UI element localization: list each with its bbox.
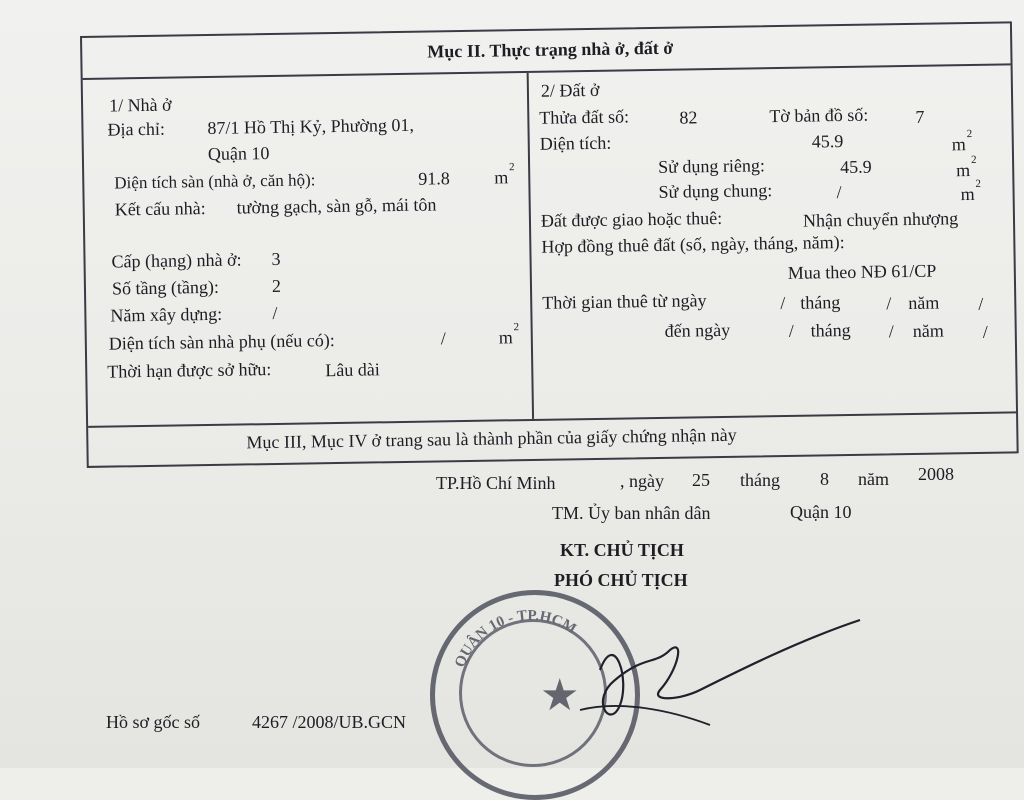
year-built-label: Năm xây dựng: [110,303,223,326]
signing-place: TP.Hồ Chí Minh [436,473,556,493]
lease-to-label: đến ngày [664,319,731,341]
address-line1: 87/1 Hồ Thị Kỷ, Phường 01, [207,114,415,139]
year-value: 2008 [918,464,954,484]
aux-area-value: / [440,328,446,349]
private-use-label: Sử dụng riêng: [657,155,766,177]
year-label: năm [912,320,944,341]
common-use-value: / [836,182,842,203]
common-use-label: Sử dụng chung: [658,180,773,202]
star-icon: ★ [540,671,580,720]
column-divider [527,73,534,419]
section-title: Mục II. Thực trạng nhà ở, đất ở [427,37,674,62]
role-line2: PHÓ CHỦ TỊCH [554,570,688,590]
private-use-value: 45.9 [839,156,872,178]
floor-area-label: Diện tích sàn (nhà ở, căn hộ): [114,170,316,193]
address-line2: Quận 10 [207,143,270,165]
land-heading: 2/ Đất ở [540,79,600,101]
unit-m: m [494,167,509,188]
grade-value: 3 [271,248,281,270]
ownership-term-label: Thời hạn được sở hữu: [107,359,272,382]
month-value: 8 [820,469,829,489]
ownership-term-value: Lâu dài [325,359,380,381]
grade-label: Cấp (hạng) nhà ở: [111,249,242,272]
unit-m: m [498,327,513,348]
svg-text:QUẬN 10 - TP.HCM: QUẬN 10 - TP.HCM [452,607,579,670]
record-value: 4267 /2008/UB.GCN [252,712,407,732]
floors-label: Số tầng (tầng): [111,276,220,299]
year-label: năm [858,469,889,489]
slash: / [886,293,892,314]
unit-exp: 2 [513,321,520,334]
year-built-value: / [272,302,278,324]
map-sheet-label: Tờ bản đồ số: [769,104,869,127]
slash: / [982,321,988,342]
role-line1: KT. CHỦ TỊCH [560,540,684,560]
unit-exp: 2 [509,161,515,174]
allocation-label: Đất được giao hoặc thuê: [540,207,723,231]
day-value: 25 [692,470,710,490]
house-heading: 1/ Nhà ở [108,94,172,116]
year-label: năm [908,292,940,314]
area-label: Diện tích: [539,132,612,154]
record-label: Hồ sơ gốc số [106,712,201,732]
month-label: tháng [810,319,851,341]
allocation-value: Nhận chuyển nhượng [802,208,959,231]
divider [88,411,1016,428]
authority: TM. Ủy ban nhân dân [552,503,711,523]
divider [83,63,1011,80]
unit-exp: 2 [966,127,973,141]
unit-exp: 2 [970,153,977,167]
unit-m: m [951,134,966,155]
unit-m: m [956,160,971,181]
district: Quận 10 [790,502,852,522]
day-label: , ngày [620,471,664,491]
floors-value: 2 [271,275,282,297]
footer-note: Mục III, Mục IV ở trang sau là thành phần của giấy chứng nhận này [246,424,737,453]
slash: / [888,321,894,342]
lease-from-label: Thời gian thuê từ ngày [542,290,707,313]
aux-area-label: Diện tích sàn nhà phụ (nếu có): [108,330,335,354]
slash: / [780,292,786,314]
parcel-label: Thửa đất số: [539,106,630,128]
parcel-value: 82 [679,107,698,128]
slash: / [978,293,984,314]
address-label: Địa chỉ: [107,118,166,140]
floor-area-value: 91.8 [418,168,450,189]
month-label: tháng [800,292,841,313]
status-table [80,21,1019,468]
lease-contract-label: Hợp đồng thuê đất (số, ngày, tháng, năm): [541,232,845,257]
slash: / [788,320,794,341]
signature [560,610,890,740]
map-sheet-value: 7 [915,106,925,127]
unit-m: m [960,183,975,205]
area-value: 45.9 [811,131,844,152]
structure-value: tường gạch, sàn gỗ, mái tôn [236,194,437,218]
month-label: tháng [740,470,780,490]
lease-contract-value: Mua theo NĐ 61/CP [787,260,937,283]
structure-label: Kết cấu nhà: [114,198,206,220]
unit-exp: 2 [975,177,982,190]
